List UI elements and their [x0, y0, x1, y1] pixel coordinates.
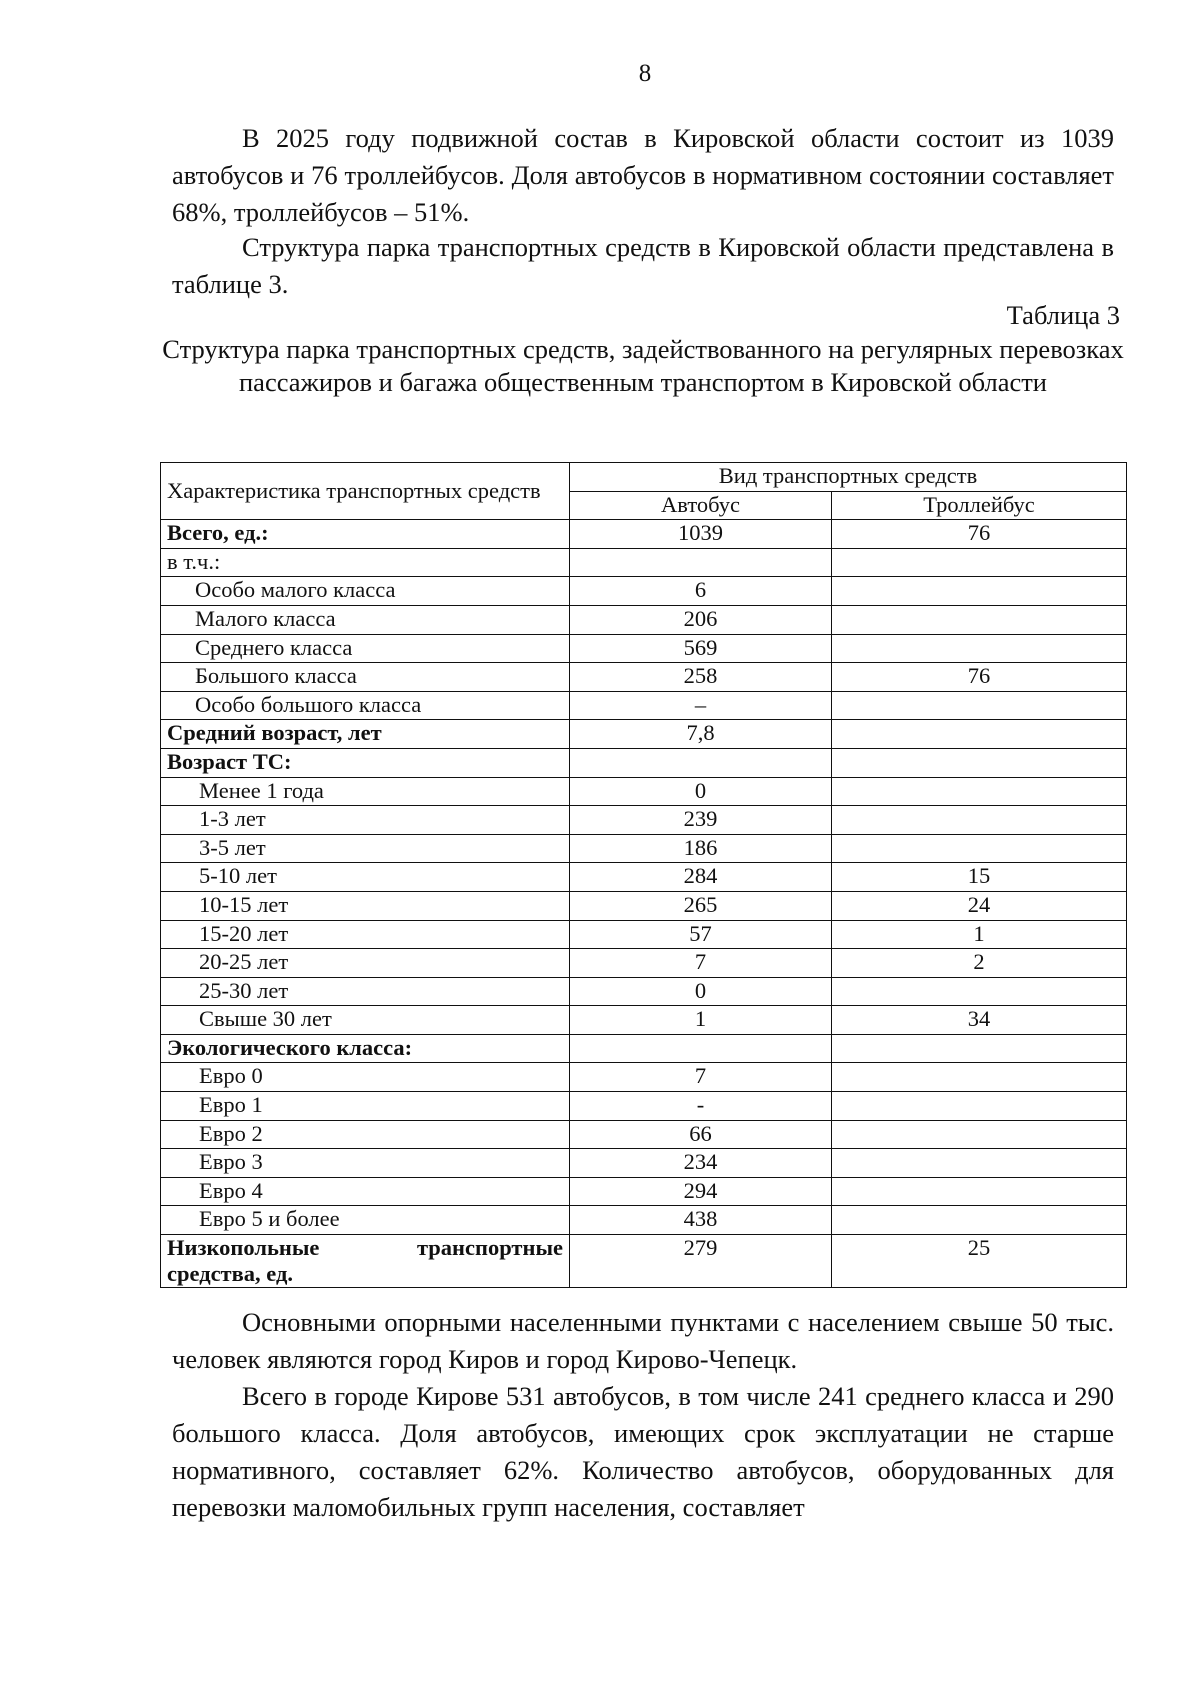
bus-value: 258 [570, 663, 832, 692]
row-label: Возраст ТС: [161, 748, 570, 777]
bus-value: 1 [570, 1006, 832, 1035]
table-row [161, 863, 1127, 892]
table-row [161, 748, 1127, 777]
trolley-value [832, 605, 1127, 634]
table-row [161, 949, 1127, 978]
trolley-value [832, 1177, 1127, 1206]
trolley-value [832, 1206, 1127, 1235]
table-row [161, 548, 1127, 577]
table-row [161, 1206, 1127, 1235]
row-label: 1-3 лет [161, 806, 570, 835]
table-row [161, 1149, 1127, 1178]
bus-value [570, 1034, 832, 1063]
trolley-value: 15 [832, 863, 1127, 892]
bus-value: 234 [570, 1149, 832, 1178]
bus-value: 206 [570, 605, 832, 634]
row-label: Малого класса [161, 605, 570, 634]
bus-value: 186 [570, 834, 832, 863]
trolley-value: 76 [832, 520, 1127, 549]
trolley-value [832, 720, 1127, 749]
table-row [161, 1063, 1127, 1092]
table-row [161, 1092, 1127, 1121]
row-label: Большого класса [161, 663, 570, 692]
header-vehicle-type: Вид транспортных средств [570, 463, 1127, 492]
bus-value: 279 [570, 1235, 832, 1288]
row-label: 15-20 лет [161, 920, 570, 949]
bus-value: 569 [570, 634, 832, 663]
row-label-low-floor [161, 1235, 570, 1288]
bus-value: 7,8 [570, 720, 832, 749]
table-row [161, 691, 1127, 720]
row-label: Особо малого класса [161, 577, 570, 606]
trolley-value [832, 806, 1127, 835]
trolley-value: 1 [832, 920, 1127, 949]
bus-value [570, 548, 832, 577]
trolley-value [832, 1149, 1127, 1178]
row-label: 5-10 лет [161, 863, 570, 892]
row-label: Среднего класса [161, 634, 570, 663]
header-bus: Автобус [570, 491, 832, 520]
table-row [161, 1006, 1127, 1035]
bus-value: 6 [570, 577, 832, 606]
bus-value: 438 [570, 1206, 832, 1235]
paragraph-key-settlements: Основными опорными населенными пунктами с населением свыше 50 тыс. человек являются город Киров и город Кирово-Чепецк. [172, 1307, 1114, 1374]
bus-value: 0 [570, 977, 832, 1006]
paragraph-fleet-summary: В 2025 году подвижной состав в Кировской области состоит из 1039 автобусов и 76 троллейбусов. Доля автобусов в нормативном состоянии составляет 68%, троллейбусов – 51%. [172, 123, 1114, 227]
trolley-value [832, 748, 1127, 777]
table-row [161, 920, 1127, 949]
bus-value: 284 [570, 863, 832, 892]
table-row [161, 806, 1127, 835]
low-floor-word-2: транспортные [416, 1235, 563, 1261]
header-characteristic: Характеристика транспортных средств [161, 463, 570, 520]
row-label: 25-30 лет [161, 977, 570, 1006]
trolley-value: 34 [832, 1006, 1127, 1035]
row-label: Евро 5 и более [161, 1206, 570, 1235]
bus-value: 7 [570, 949, 832, 978]
row-label: 3-5 лет [161, 834, 570, 863]
row-label: 10-15 лет [161, 891, 570, 920]
table-row [161, 777, 1127, 806]
trolley-value [832, 577, 1127, 606]
row-label: Средний возраст, лет [161, 720, 570, 749]
bus-value: 0 [570, 777, 832, 806]
bus-value: 66 [570, 1120, 832, 1149]
trolley-value [832, 634, 1127, 663]
table-caption: Структура парка транспортных средств, задействованного на регулярных перевозках пассажиров и багажа общественным транспортом в Кировской области [162, 334, 1124, 397]
header-trolleybus: Троллейбус [832, 491, 1127, 520]
trolley-value: 2 [832, 949, 1127, 978]
bus-value: 1039 [570, 520, 832, 549]
table-row [161, 977, 1127, 1006]
page-number: 8 [638, 60, 652, 87]
table-row [161, 1177, 1127, 1206]
row-label: Экологического класса: [161, 1034, 570, 1063]
table-label: Таблица 3 [1006, 300, 1120, 330]
trolley-value [832, 777, 1127, 806]
table-row [161, 577, 1127, 606]
bus-value: 265 [570, 891, 832, 920]
trolley-value [832, 1034, 1127, 1063]
bus-value: - [570, 1092, 832, 1121]
bus-value: 239 [570, 806, 832, 835]
trolley-value: 76 [832, 663, 1127, 692]
row-label: в т.ч.: [161, 548, 570, 577]
row-label: Менее 1 года [161, 777, 570, 806]
row-label: Евро 0 [161, 1063, 570, 1092]
table-row [161, 1034, 1127, 1063]
trolley-value [832, 691, 1127, 720]
low-floor-word-3: средства, ед. [167, 1261, 293, 1287]
row-label: 20-25 лет [161, 949, 570, 978]
table-row [161, 720, 1127, 749]
row-label: Особо большого класса [161, 691, 570, 720]
row-label: Свыше 30 лет [161, 1006, 570, 1035]
row-label: Евро 2 [161, 1120, 570, 1149]
table-row [161, 663, 1127, 692]
table-row [161, 1120, 1127, 1149]
trolley-value [832, 834, 1127, 863]
trolley-value: 24 [832, 891, 1127, 920]
table-row [161, 634, 1127, 663]
table-row [161, 891, 1127, 920]
trolley-value: 25 [832, 1235, 1127, 1288]
table-header-row [161, 463, 1127, 492]
bus-value [570, 748, 832, 777]
trolley-value [832, 977, 1127, 1006]
bus-value: 294 [570, 1177, 832, 1206]
table-row [161, 605, 1127, 634]
paragraph-kirov-buses: Всего в городе Кирове 531 автобусов, в том числе 241 среднего класса и 290 большого класса. Доля автобусов, имеющих срок эксплуатации не старше нормативного, составляет 62%. Количество автобусов, оборудованных для перевозки маломобильных групп населения, составляет [172, 1381, 1114, 1522]
row-label: Всего, ед.: [161, 520, 570, 549]
bus-value: 57 [570, 920, 832, 949]
bus-value: 7 [570, 1063, 832, 1092]
trolley-value [832, 1063, 1127, 1092]
low-floor-word-1: Низкопольные [167, 1235, 320, 1261]
paragraph-table-reference: Структура парка транспортных средств в Кировской области представлена в таблице 3. [172, 232, 1114, 299]
trolley-value [832, 1092, 1127, 1121]
bus-value: – [570, 691, 832, 720]
row-label: Евро 3 [161, 1149, 570, 1178]
fleet-structure-table [160, 462, 1127, 1288]
trolley-value [832, 1120, 1127, 1149]
row-label: Евро 1 [161, 1092, 570, 1121]
row-label: Евро 4 [161, 1177, 570, 1206]
trolley-value [832, 548, 1127, 577]
table-row [161, 834, 1127, 863]
table-row-low-floor [161, 1235, 1127, 1288]
table-row [161, 520, 1127, 549]
